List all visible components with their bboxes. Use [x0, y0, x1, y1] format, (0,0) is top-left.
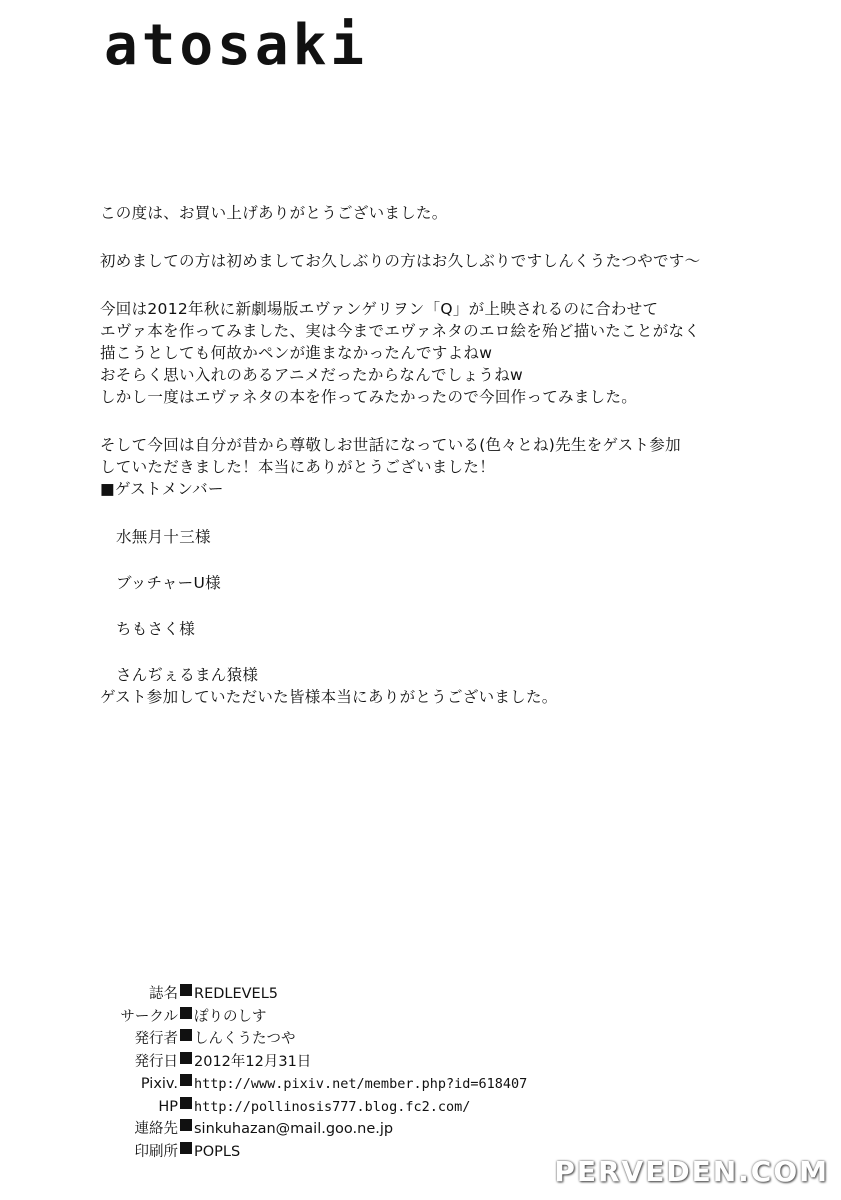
colophon-row [110, 1096, 527, 1119]
paragraph-line: 描こうとしても何故かペンが進まなかったんですよねw [100, 344, 493, 362]
square-bullet-icon [180, 1029, 192, 1041]
colophon-label: 発行者 [134, 1031, 178, 1047]
colophon-row [110, 1006, 527, 1029]
greeting-line: 初めましての方は初めましてお久しぶりの方はお久しぶりですしんくうたつやです〜 [100, 252, 701, 270]
colophon-value: POPLS [194, 1143, 241, 1160]
guest-item: ブッチャーU様 [116, 574, 221, 592]
colophon-row [110, 1118, 527, 1141]
guest-heading: ■ゲストメンバー [100, 480, 224, 498]
closing-line: ゲスト参加していただいた皆様本当にありがとうございました。 [100, 688, 558, 706]
afterword-body [100, 202, 800, 708]
square-bullet-icon [180, 1142, 192, 1154]
thanks-line: この度は、お買い上げありがとうございました。 [100, 204, 448, 222]
square-bullet-icon [180, 984, 192, 996]
colophon-row [110, 1141, 527, 1164]
paragraph-line: エヴァ本を作ってみました、実は今までエヴァネタのエロ絵を殆ど描いたことがなく [100, 322, 701, 340]
colophon-label: 誌名 [149, 986, 178, 1002]
colophon-value: しんくうたつや [194, 1031, 296, 1047]
paragraph-line: そして今回は自分が昔から尊敬しお世話になっている(色々とね)先生をゲスト参加 [100, 436, 681, 454]
colophon-value: ぽりのしす [194, 1008, 267, 1025]
paragraph-line: しかし一度はエヴァネタの本を作ってみたかったので今回作ってみました。 [100, 388, 638, 406]
guest-list [100, 526, 800, 686]
colophon-label: サークル [120, 1008, 178, 1025]
colophon-row [110, 1028, 527, 1051]
square-bullet-icon [180, 1074, 192, 1086]
colophon-label: 発行日 [134, 1053, 178, 1070]
colophon-label: Pixiv. [140, 1076, 178, 1092]
guest-item: 水無月十三様 [116, 528, 211, 546]
colophon-label: HP [158, 1098, 178, 1115]
square-bullet-icon [180, 1119, 192, 1131]
square-bullet-icon [180, 1097, 192, 1109]
paragraph-line: していただきました！本当にありがとうございました！ [100, 458, 496, 476]
colophon-label: 印刷所 [134, 1143, 178, 1160]
colophon-value: REDLEVEL5 [194, 986, 279, 1002]
colophon [110, 983, 527, 1163]
watermark: PERVEDEN.COM [554, 1155, 829, 1188]
pixiv-link[interactable]: http://www.pixiv.net/member.php?id=618407 [194, 1076, 528, 1092]
contact-email[interactable]: sinkuhazan@mail.goo.ne.jp [194, 1121, 394, 1137]
square-bullet-icon [180, 1007, 192, 1019]
paragraph-line: おそらく思い入れのあるアニメだったからなんでしょうねw [100, 366, 524, 384]
guest-item: さんぢぇるまん猿様 [116, 666, 259, 684]
homepage-link[interactable]: http://pollinosis777.blog.fc2.com/ [194, 1098, 471, 1115]
guest-item: ちもさく様 [116, 620, 196, 638]
colophon-row [110, 983, 527, 1006]
page-title: atosaki [104, 13, 369, 78]
square-bullet-icon [180, 1052, 192, 1064]
paragraph-line: 今回は2012年秋に新劇場版エヴァンゲリヲン「Q」が上映されるのに合わせて [100, 300, 659, 318]
colophon-value: 2012年12月31日 [194, 1053, 312, 1070]
colophon-row [110, 1073, 527, 1096]
colophon-label: 連絡先 [134, 1121, 178, 1137]
colophon-row [110, 1051, 527, 1074]
